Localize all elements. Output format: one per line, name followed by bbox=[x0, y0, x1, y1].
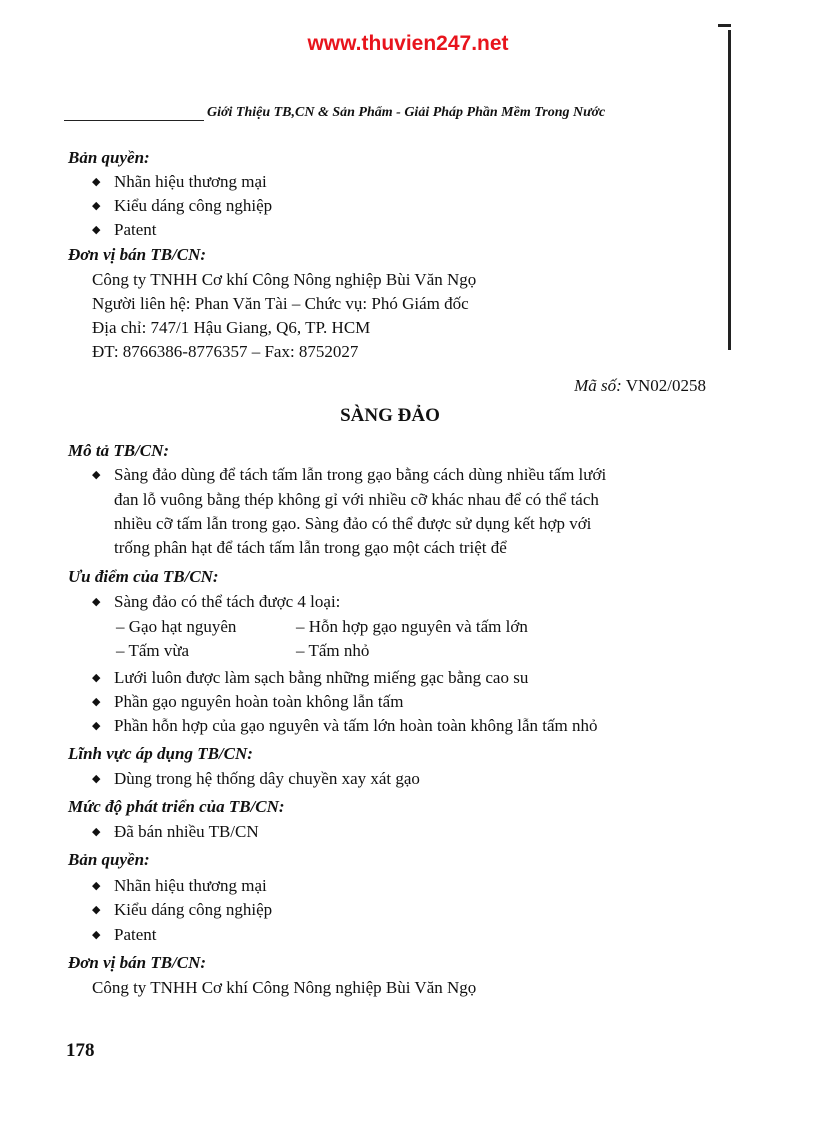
description-line: đan lỗ vuông bằng thép không gỉ với nhiều cỡ khác nhau để có thể tách bbox=[114, 490, 599, 509]
seller-contact: Người liên hệ: Phan Văn Tài – Chức vụ: Phó Giám đốc bbox=[92, 294, 469, 313]
list-item: ◆ Patent bbox=[92, 220, 157, 239]
application-label: Lĩnh vực áp dụng TB/CN: bbox=[68, 744, 253, 763]
list-item: ◆ Đã bán nhiều TB/CN bbox=[92, 822, 259, 841]
page-edge-mark bbox=[718, 24, 731, 27]
page-edge-bar bbox=[728, 30, 731, 350]
bullet-icon: ◆ bbox=[92, 720, 101, 732]
header-rule bbox=[64, 120, 204, 121]
bullet-icon: ◆ bbox=[92, 929, 101, 941]
list-item: ◆ Lưới luôn được làm sạch bằng những miếng gạc bằng cao su bbox=[92, 668, 529, 687]
list-item: ◆ Phần hỗn hợp của gạo nguyên và tấm lớn hoàn toàn không lẫn tấm nhỏ bbox=[92, 716, 598, 735]
list-item: ◆ Patent bbox=[92, 925, 157, 944]
bullet-icon: ◆ bbox=[92, 904, 101, 916]
type-item: – Tấm vừa bbox=[116, 641, 190, 660]
seller-phone: ĐT: 8766386-8776357 – Fax: 8752027 bbox=[92, 342, 359, 361]
bullet-icon: ◆ bbox=[92, 773, 101, 785]
type-item: – Tấm nhỏ bbox=[296, 641, 370, 660]
seller-label: Đơn vị bán TB/CN: bbox=[68, 245, 207, 264]
running-header: Giới Thiệu TB,CN & Sản Phẩm - Giải Pháp Phần Mềm Trong Nước bbox=[207, 105, 606, 120]
bullet-icon: ◆ bbox=[92, 826, 101, 838]
list-item: ◆ Kiểu dáng công nghiệp bbox=[92, 900, 273, 919]
seller-company: Công ty TNHH Cơ khí Công Nông nghiệp Bùi Văn Ngọ bbox=[92, 270, 477, 289]
bullet-icon: ◆ bbox=[92, 224, 101, 236]
description-line: nhiều cỡ tấm lẫn trong gạo. Sàng đảo có thể được sử dụng kết hợp với bbox=[114, 514, 592, 533]
type-item: – Gạo hạt nguyên bbox=[116, 617, 237, 636]
copyright-label: Bản quyền: bbox=[68, 850, 150, 869]
bullet-icon: ◆ bbox=[92, 596, 101, 608]
seller-company: Công ty TNHH Cơ khí Công Nông nghiệp Bùi Văn Ngọ bbox=[92, 978, 477, 997]
copyright-label: Bản quyền: bbox=[68, 148, 150, 167]
list-item: ◆ Dùng trong hệ thống dây chuyền xay xát gạo bbox=[92, 769, 420, 788]
item-code: Mã số: VN02/0258 bbox=[574, 376, 706, 395]
page-number: 178 bbox=[66, 1040, 95, 1061]
development-label: Mức độ phát triển của TB/CN: bbox=[68, 797, 285, 816]
advantages-label: Ưu điểm của TB/CN: bbox=[68, 567, 219, 586]
bullet-icon: ◆ bbox=[92, 672, 101, 684]
bullet-icon: ◆ bbox=[92, 469, 101, 481]
seller-address: Địa chỉ: 747/1 Hậu Giang, Q6, TP. HCM bbox=[92, 318, 371, 337]
watermark-url: www.thuvien247.net bbox=[307, 32, 509, 55]
list-item: ◆ Kiểu dáng công nghiệp bbox=[92, 196, 273, 215]
bullet-icon: ◆ bbox=[92, 696, 101, 708]
bullet-icon: ◆ bbox=[92, 880, 101, 892]
page-title: SÀNG ĐẢO bbox=[340, 405, 440, 426]
description-line: trống phân hạt để tách tấm lẫn trong gạo một cách triệt để bbox=[114, 538, 507, 557]
list-item: ◆ Sàng đảo có thể tách được 4 loại: bbox=[92, 592, 341, 611]
list-item: ◆ Nhãn hiệu thương mại bbox=[92, 876, 267, 895]
bullet-icon: ◆ bbox=[92, 200, 101, 212]
seller-label: Đơn vị bán TB/CN: bbox=[68, 953, 207, 972]
description-label: Mô tả TB/CN: bbox=[68, 441, 170, 460]
type-item: – Hỗn hợp gạo nguyên và tấm lớn bbox=[296, 617, 528, 636]
list-item: ◆ Sàng đảo dùng để tách tấm lẫn trong gạo bằng cách dùng nhiều tấm lưới bbox=[92, 465, 607, 484]
list-item: ◆ Nhãn hiệu thương mại bbox=[92, 172, 267, 191]
bullet-icon: ◆ bbox=[92, 176, 101, 188]
list-item: ◆ Phần gạo nguyên hoàn toàn không lẫn tấm bbox=[92, 692, 404, 711]
